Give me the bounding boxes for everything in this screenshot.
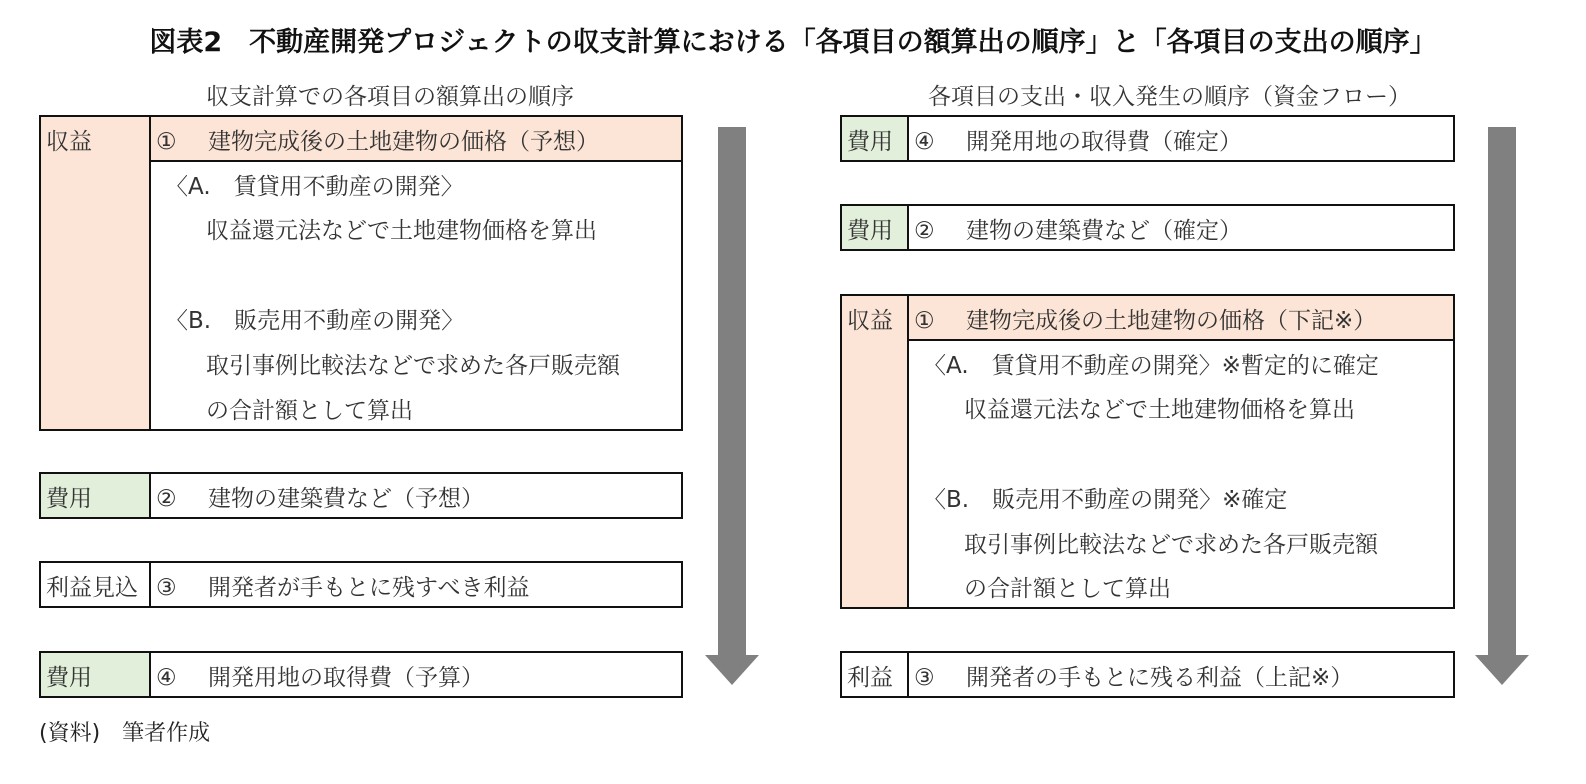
right-revenue-label: 建物完成後の土地建物の価格（下記※） xyxy=(966,308,1377,334)
left-cost-category-1: 費用 xyxy=(39,472,151,519)
right-row-1 xyxy=(907,115,1455,162)
left-revenue-category-label: 収益 xyxy=(46,129,92,155)
left-row-3 xyxy=(149,561,683,608)
figure-title: 図表2 不動産開発プロジェクトの収支計算における「各項目の額算出の順序」と「各項目の支出の順序」 xyxy=(149,27,1437,58)
left-detail-a-title: 〈A. 賃貸用不動産の開発〉 xyxy=(165,174,464,200)
right-revenue-number: ① xyxy=(914,308,935,334)
left-revenue-detail xyxy=(149,160,683,431)
left-revenue-label: 建物完成後の土地建物の価格（予想） xyxy=(208,129,599,155)
left-row-4-number: ④ xyxy=(156,665,177,691)
left-profit-category: 利益見込 xyxy=(39,561,151,608)
left-row-2 xyxy=(149,472,683,519)
right-cost-category-2: 費用 xyxy=(840,204,909,251)
right-detail-a-text: 収益還元法などで土地建物価格を算出 xyxy=(964,397,1355,423)
right-cost-category-1: 費用 xyxy=(840,115,909,162)
left-detail-b-text2: の合計額として算出 xyxy=(206,398,413,424)
left-revenue-number: ① xyxy=(156,129,177,155)
right-row-4-number: ③ xyxy=(914,665,935,691)
left-row-4 xyxy=(149,651,683,698)
right-detail-a-title: 〈A. 賃貸用不動産の開発〉※暫定的に確定 xyxy=(923,353,1379,379)
left-down-arrow-icon xyxy=(704,127,760,687)
left-revenue-category xyxy=(39,115,151,431)
left-cost-category-2: 費用 xyxy=(39,651,151,698)
right-row-4-label: 開発者の手もとに残る利益（上記※） xyxy=(966,665,1354,691)
right-row-4 xyxy=(907,651,1455,698)
right-row-1-number: ④ xyxy=(914,129,935,155)
right-row-1-label: 開発用地の取得費（確定） xyxy=(966,129,1242,155)
left-revenue-header xyxy=(149,115,683,162)
right-revenue-category-label: 収益 xyxy=(847,308,893,334)
left-row-2-number: ② xyxy=(156,486,177,512)
right-detail-b-title: 〈B. 販売用不動産の開発〉※確定 xyxy=(923,487,1288,513)
right-profit-category: 利益 xyxy=(840,651,909,698)
left-row-3-number: ③ xyxy=(156,575,177,601)
source-note: (資料) 筆者作成 xyxy=(39,721,211,746)
right-detail-b-text2: の合計額として算出 xyxy=(964,576,1171,602)
right-down-arrow-icon xyxy=(1474,127,1530,687)
right-revenue-detail xyxy=(907,339,1455,609)
left-heading: 収支計算での各項目の額算出の順序 xyxy=(206,84,574,110)
left-row-3-label: 開発者が手もとに残すべき利益 xyxy=(208,575,530,601)
right-revenue-header xyxy=(907,294,1455,341)
left-detail-a-text: 収益還元法などで土地建物価格を算出 xyxy=(206,218,597,244)
right-row-2-number: ② xyxy=(914,218,935,244)
left-detail-b-text1: 取引事例比較法などで求めた各戸販売額 xyxy=(206,353,620,379)
right-heading: 各項目の支出・収入発生の順序（資金フロー） xyxy=(928,84,1411,110)
right-row-2 xyxy=(907,204,1455,251)
left-row-4-label: 開発用地の取得費（予算） xyxy=(208,665,484,691)
right-revenue-category xyxy=(840,294,909,609)
left-row-2-label: 建物の建築費など（予想） xyxy=(208,486,484,512)
right-row-2-label: 建物の建築費など（確定） xyxy=(966,218,1242,244)
left-detail-b-title: 〈B. 販売用不動産の開発〉 xyxy=(165,308,465,334)
right-detail-b-text1: 取引事例比較法などで求めた各戸販売額 xyxy=(964,532,1378,558)
